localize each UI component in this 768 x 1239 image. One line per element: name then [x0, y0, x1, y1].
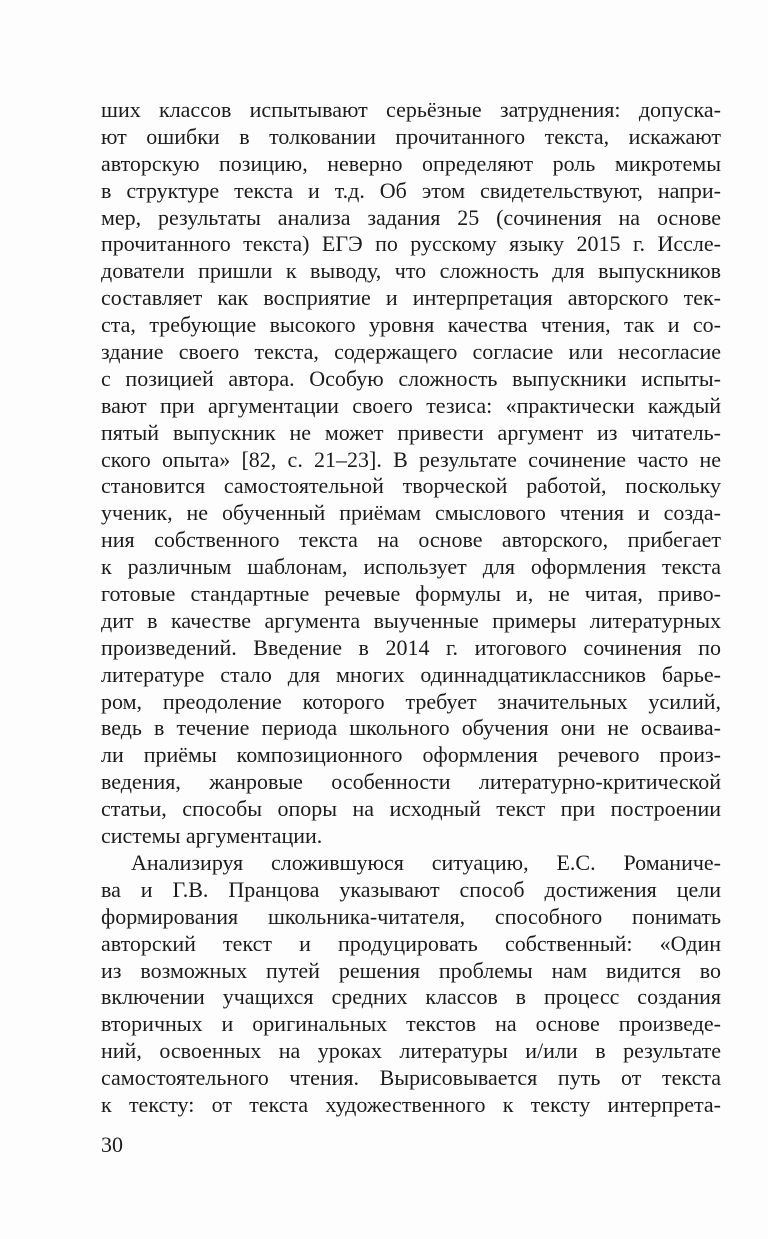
text-line: вторичных и оригинальных текстов на основе произведе-	[101, 1011, 721, 1037]
text-line: к тексту: от текста художественного к тексту интерпрета-	[101, 1091, 721, 1117]
text-line: ста, требующие высокого уровня качества чтения, так и со-	[101, 312, 721, 338]
text-line: ли приёмы композиционного оформления речевого произ-	[101, 742, 721, 768]
text-line: ром, преодоление которого требует значительных усилий,	[101, 688, 721, 714]
text-line: ния собственного текста на основе авторского, прибегает	[101, 527, 721, 553]
text-line: литературе стало для многих одиннадцатиклассников барье-	[101, 661, 721, 687]
text-line: ведь в течение периода школьного обучения они не осваива-	[101, 715, 721, 741]
text-line: мер, результаты анализа задания 25 (сочинения на основе	[101, 204, 721, 230]
text-line: ва и Г.В. Пранцова указывают способ достижения цели	[101, 876, 721, 902]
text-line: в структуре текста и т.д. Об этом свидетельствуют, напри-	[101, 177, 721, 203]
text-line: формирования школьника-читателя, способного понимать	[101, 903, 721, 929]
text-line: авторскую позицию, неверно определяют роль микротемы	[101, 150, 721, 176]
body-text	[101, 97, 721, 1119]
text-line: ученик, не обученный приёмам смыслового чтения и созда-	[101, 500, 721, 526]
text-line: с позицией автора. Особую сложность выпускники испыты-	[101, 365, 721, 391]
text-line: пятый выпускник не может привести аргумент из читатель-	[101, 419, 721, 445]
text-line: авторский текст и продуцировать собственный: «Один	[101, 930, 721, 956]
text-line: здание своего текста, содержащего согласие или несогласие	[101, 339, 721, 365]
text-line: дит в качестве аргумента выученные примеры литературных	[101, 607, 721, 633]
text-line: из возможных путей решения проблемы нам видится во	[101, 957, 721, 983]
text-line: самостоятельного чтения. Вырисовывается путь от текста	[101, 1065, 721, 1091]
page-number: 30	[101, 1132, 123, 1157]
text-line: дователи пришли к выводу, что сложность для выпускников	[101, 258, 721, 284]
paragraph-first-line: Анализируя сложившуюся ситуацию, Е.С. Романиче-	[131, 849, 721, 875]
paragraph-end-line: системы аргументации.	[101, 823, 323, 849]
text-line: прочитанного текста) ЕГЭ по русскому языку 2015 г. Иссле-	[101, 231, 721, 257]
text-line: ского опыта» [82, с. 21–23]. В результате сочинение часто не	[101, 446, 721, 472]
text-line: ют ошибки в толковании прочитанного текста, искажают	[101, 123, 721, 149]
text-line: вают при аргументации своего тезиса: «практически каждый	[101, 392, 721, 418]
text-line: к различным шаблонам, использует для оформления текста	[101, 554, 721, 580]
text-line: произведений. Введение в 2014 г. итогового сочинения по	[101, 634, 721, 660]
text-line: ших классов испытывают серьёзные затруднения: допуска-	[101, 97, 721, 122]
text-line: готовые стандартные речевые формулы и, не читая, приво-	[101, 581, 721, 607]
text-line: становится самостоятельной творческой работой, поскольку	[101, 473, 721, 499]
text-line: статьи, способы опоры на исходный текст при построении	[101, 796, 721, 822]
text-line: ний, освоенных на уроках литературы и/или в результате	[101, 1038, 721, 1064]
text-line: включении учащихся средних классов в процесс создания	[101, 984, 721, 1010]
text-line: ведения, жанровые особенности литературно-критической	[101, 769, 721, 795]
text-line: составляет как восприятие и интерпретация авторского тек-	[101, 285, 721, 311]
